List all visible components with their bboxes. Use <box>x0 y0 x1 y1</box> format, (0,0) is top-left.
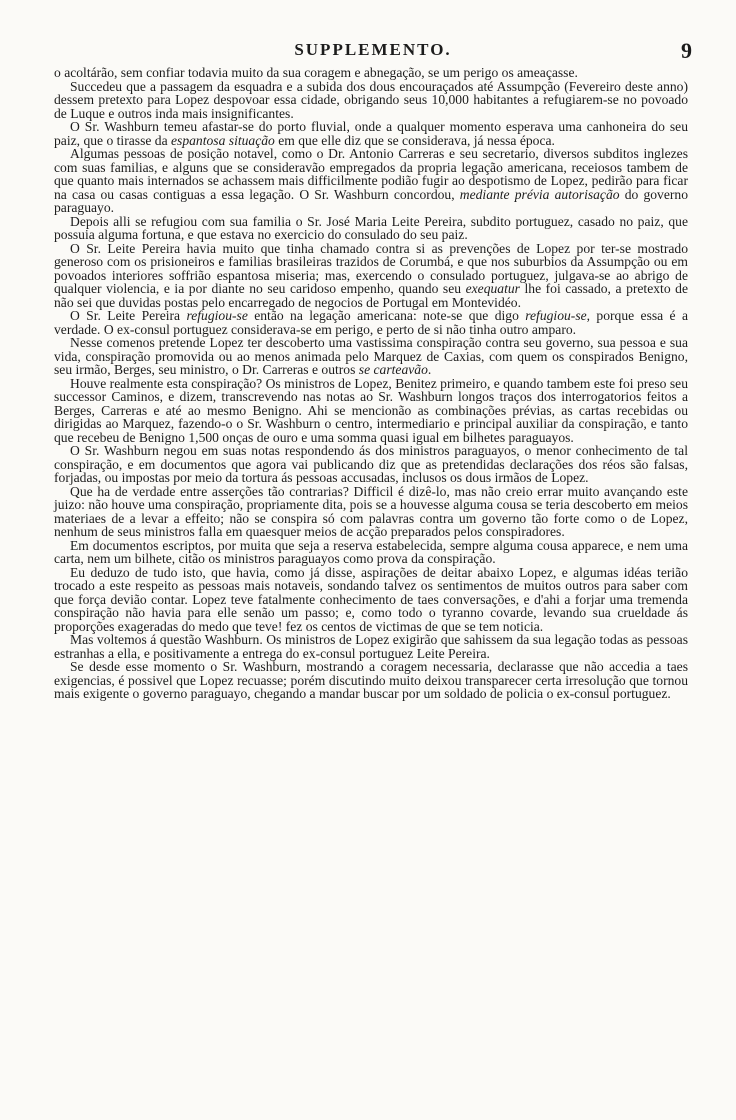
text-run: Em documentos escriptos, por muita que seja a reserva estabelecida, sempre alguma cousa apparece, e nem uma carta, nem um bilhete, citão os ministros paraguayos como prova da conspiração. <box>54 537 688 566</box>
text-run: em que elle diz que se considerava, já nessa época. <box>274 132 555 148</box>
italic-text: exequatur <box>465 281 520 296</box>
text-run: Mas voltemos á questão Washburn. Os ministros de Lopez exigirão que sahissem da sua legação todas as pessoas estranhas a ella, e positivamente a entrega do ex-consul portuguez Leite Pereira. <box>54 632 688 661</box>
text-run: Que ha de verdade entre asserções tão contrarias? Difficil é dizê-lo, mas não creio errar muito avançando este juizo: não houve uma conspiração, propriamente dita, pois se a houvesse alguma cousa se teria descoberto em meios materiaes de a levar a effeito; não se conspira só com palavras contra um governo tão forte como o de Lopez, nenhum de seus ministros falla em quaesquer meios de acção preparados pelos conspiradores. <box>54 483 688 539</box>
paragraph <box>54 660 688 701</box>
text-run: . <box>427 362 432 377</box>
paragraph <box>54 309 688 336</box>
text-run: o acoltárão, sem confiar todavia muito da sua coragem e abnegação, se um perigo os ameaçasse. <box>54 65 578 80</box>
text-run: , porque essa é a verdade. O ex-consul portuguez considerava-se em perigo, e perto de si não tinha outro amparo. <box>54 308 688 337</box>
page-header <box>54 40 692 66</box>
paragraph <box>54 66 688 80</box>
text-run: O Sr. Leite Pereira havia muito que tinha chamado contra si as prevenções de Lopez por ter-se mostrado generoso com os prisioneiros e familias brasileiras trazidos de Corumbá, e que nos suburbios da Assumpção ou em povoados interiores soffrião espantosa miseria; mas, exercendo o consulado portuguez, julgava-se ao abrigo de qualquer violencia, e ia por diante no seu caridoso empenho, quando seu <box>54 240 688 296</box>
text-run: Algumas pessoas de posição notavel, como o Dr. Antonio Carreras e seu secretario, diversos subditos inglezes com suas familias, e alguns que se consideravão empregados da propria legação americana, receiosos tambem de que quanto mais internados se achassem mais difficilmente podião fugir ao despotismo de Lopez, pedirão para ficar na casa ou casas contiguas a essa legação. O Sr. Washburn concordou, <box>54 146 688 202</box>
text-run: Depois alli se refugiou com sua familia o Sr. José Maria Leite Pereira, subdito portuguez, casado no paiz, que possuia alguma fortuna, e que estava no exercicio do consulado do seu paiz. <box>54 213 688 242</box>
text-run: do governo paraguayo. <box>54 186 688 215</box>
italic-text: refugiou-se <box>186 308 248 323</box>
paragraph <box>54 215 688 242</box>
running-title: SUPPLEMENTO. <box>294 40 452 59</box>
text-run: então na legação americana: note-se que digo <box>247 308 526 323</box>
italic-text: mediante prévia autorisação <box>459 186 620 202</box>
text-run: Houve realmente esta conspiração? Os ministros de Lopez, Benitez primeiro, e quando tambem este foi preso seu successor Caminos, e dizem, transcrevendo nas notas ao Sr. Washburn longos traços dos interrogatorios feitos a Berges, Carreras e até ao mesmo Benigno. Ahi se mencionão as combinações prévias, as cartas recebidas ou dirigidas ao Marquez, fazendo-o o Sr. Washburn o centro, intermediario e principal auxiliar da conspiração, e tanto que recebeu de Benigno 1,500 onças de ouro e uma somma quasi igual em bilhetes paraguayos. <box>54 375 688 445</box>
text-run: O Sr. Washburn negou em suas notas respondendo ás dos ministros paraguayos, o menor conhecimento de tal conspiração, e em documentos que agora vai publicando diz que as pretendidas declarações dos réos são falsas, forjadas, ou impostas por meio da tortura ás pessoas accusadas, inclusos os dous irmãos de Lopez. <box>54 443 688 485</box>
paragraph <box>54 566 688 634</box>
text-run: Nesse comenos pretende Lopez ter descoberto uma vastissima conspiração contra seu governo, sua pessoa e sua vida, conspiração promovida ou ao menos animada pelo Marquez de Caxias, com quem os conspirados Benigno, seu irmão, Berges, seu ministro, o Dr. Carreras e outros <box>54 335 688 377</box>
text-run: lhe foi cassado, a pretexto de não sei que duvidas postas pelo encarregado de negocios de Portugal em Montevidéo. <box>54 281 688 310</box>
body-text <box>54 66 688 701</box>
paragraph <box>54 120 688 147</box>
italic-text: espantosa situação <box>171 132 275 148</box>
text-run: O Sr. Washburn temeu afastar-se do porto fluvial, onde a qualquer momento esperava uma canhoneira do seu paiz, que o tirasse da <box>54 119 688 148</box>
paragraph <box>54 336 688 377</box>
text-run: Se desde esse momento o Sr. Washburn, mostrando a coragem necessaria, declarasse que não accedia a taes exigencias, é possivel que Lopez recuasse; porém discutindo muito deixou transparecer certa irresolução que tornou mais exigente o governo paraguayo, chegando a mandar buscar por um soldado de policia o ex-consul portuguez. <box>54 659 688 701</box>
paragraph <box>54 377 688 445</box>
italic-text: refugiou-se <box>525 308 587 323</box>
italic-text: se carteavão <box>358 362 428 377</box>
paragraph <box>54 539 688 566</box>
paragraph <box>54 444 688 485</box>
paragraph <box>54 242 688 310</box>
paragraph <box>54 147 688 215</box>
text-run: O Sr. Leite Pereira <box>70 308 187 323</box>
paragraph <box>54 80 688 121</box>
paragraph <box>54 485 688 539</box>
text-run: Succedeu que a passagem da esquadra e a subida dos dous encouraçados até Assumpção (Fevereiro deste anno) dessem pretexto para Lopez despovoar essa cidade, obrigando seus 10,000 habitantes a refugiarem-se no povoado de Luque e outros inda mais insignificantes. <box>54 78 688 121</box>
text-run: Eu deduzo de tudo isto, que havia, como já disse, aspirações de deitar abaixo Lopez, e algumas idéas terião trocado a este respeito as pessoas mais notaveis, sondando talvez os sentimentos de muitos outros para saber com que força devião contar. Lopez teve fatalmente conhecimento de taes conversações, e d'ahi a forjar uma tremenda conspiração não havia para elle senão um passo; e, como todo o tyranno covarde, levando sua crueldade ás proporções exageradas do medo que teve! fez os centos de victimas de que se tem noticia. <box>54 564 688 634</box>
page-number: 9 <box>681 38 692 63</box>
paragraph <box>54 633 688 660</box>
